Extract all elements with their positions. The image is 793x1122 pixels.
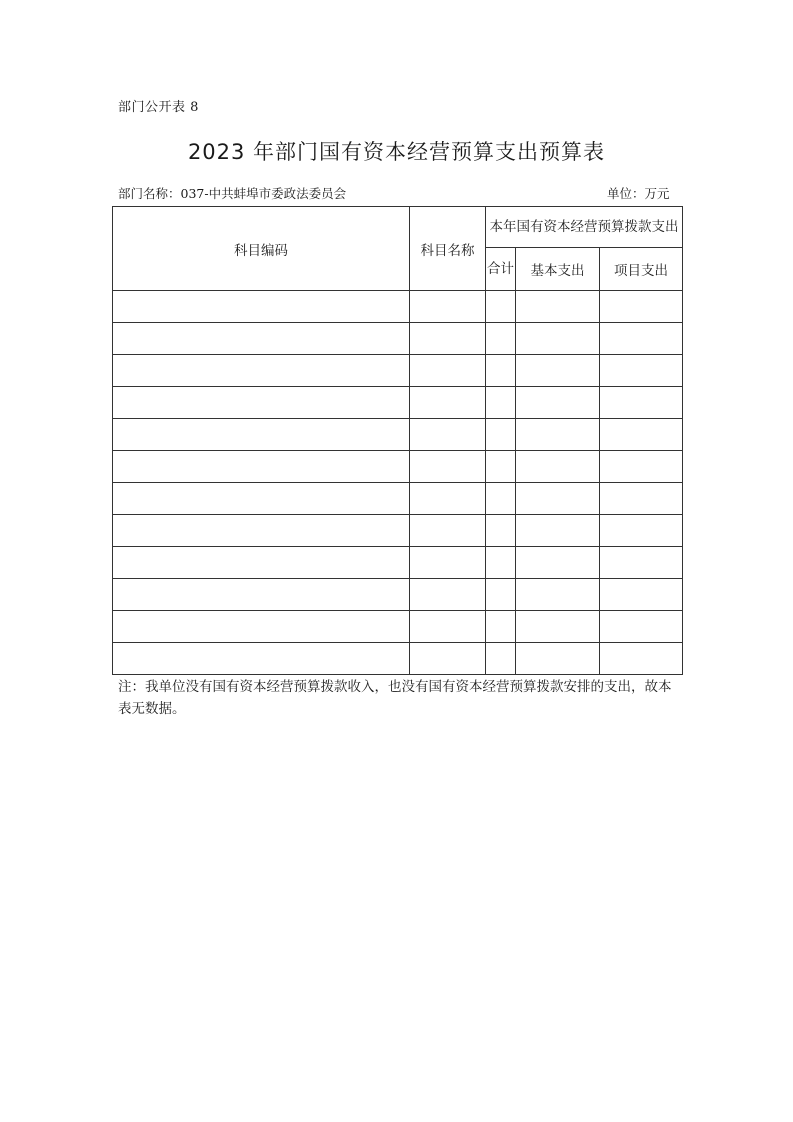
table-cell (410, 323, 486, 355)
table-row (113, 355, 683, 387)
table-cell (516, 355, 600, 387)
table-cell (486, 291, 516, 323)
table-cell (113, 419, 410, 451)
table-cell (516, 451, 600, 483)
table-cell (516, 579, 600, 611)
table-cell (113, 291, 410, 323)
table-cell (113, 611, 410, 643)
header-total: 合计 (486, 248, 516, 291)
table-cell (486, 355, 516, 387)
header-subject-code: 科目编码 (113, 207, 410, 291)
table-cell (113, 579, 410, 611)
table-cell (516, 483, 600, 515)
table-cell (516, 419, 600, 451)
table-cell (113, 643, 410, 675)
budget-table (112, 206, 683, 675)
table-row (113, 643, 683, 675)
table-cell (600, 483, 683, 515)
table-row (113, 611, 683, 643)
table-cell (516, 323, 600, 355)
table-cell (486, 323, 516, 355)
table-cell (486, 515, 516, 547)
table-cell (113, 451, 410, 483)
table-cell (516, 387, 600, 419)
table-cell (113, 323, 410, 355)
page-title: 2023 年部门国有资本经营预算支出预算表 (187, 140, 606, 164)
header-appropriation-group: 本年国有资本经营预算拨款支出 (486, 207, 683, 248)
table-row (113, 387, 683, 419)
table-cell (410, 419, 486, 451)
table-cell (113, 483, 410, 515)
table-cell (410, 451, 486, 483)
table-cell (600, 355, 683, 387)
table-cell (410, 355, 486, 387)
department-name: 部门名称：037-中共蚌埠市委政法委员会 (118, 186, 347, 201)
table-cell (486, 643, 516, 675)
table-row (113, 579, 683, 611)
table-row (113, 323, 683, 355)
table-cell (516, 547, 600, 579)
table-cell (410, 579, 486, 611)
table-cell (600, 579, 683, 611)
table-cell (113, 547, 410, 579)
table-cell (410, 483, 486, 515)
table-cell (486, 579, 516, 611)
header-project-expenditure: 项目支出 (600, 248, 683, 291)
table-cell (600, 451, 683, 483)
table-row (113, 483, 683, 515)
table-cell (486, 419, 516, 451)
table-number-label: 部门公开表 8 (118, 100, 199, 115)
table-cell (113, 387, 410, 419)
table-cell (113, 355, 410, 387)
table-cell (600, 291, 683, 323)
table-cell (516, 291, 600, 323)
table-cell (486, 611, 516, 643)
table-cell (410, 387, 486, 419)
unit-label: 单位：万元 (607, 186, 670, 201)
table-cell (600, 515, 683, 547)
table-cell (486, 483, 516, 515)
footnote: 注：我单位没有国有资本经营预算拨款收入，也没有国有资本经营预算拨款安排的支出，故本表无数据。 (118, 679, 672, 717)
table-cell (600, 611, 683, 643)
table-cell (600, 643, 683, 675)
table-cell (600, 323, 683, 355)
table-body (113, 291, 683, 675)
table-cell (516, 643, 600, 675)
table-cell (113, 515, 410, 547)
table-cell (410, 643, 486, 675)
header-basic-expenditure: 基本支出 (516, 248, 600, 291)
table-row (113, 291, 683, 323)
table-cell (516, 515, 600, 547)
table-cell (486, 451, 516, 483)
table-cell (516, 611, 600, 643)
header-subject-name: 科目名称 (410, 207, 486, 291)
table-row (113, 451, 683, 483)
table-cell (410, 515, 486, 547)
table-cell (600, 419, 683, 451)
table-cell (486, 387, 516, 419)
table-row (113, 547, 683, 579)
table-row (113, 515, 683, 547)
table-cell (486, 547, 516, 579)
table-cell (410, 547, 486, 579)
table-cell (600, 387, 683, 419)
table-cell (410, 611, 486, 643)
table-cell (600, 547, 683, 579)
table-row (113, 419, 683, 451)
table-cell (410, 291, 486, 323)
